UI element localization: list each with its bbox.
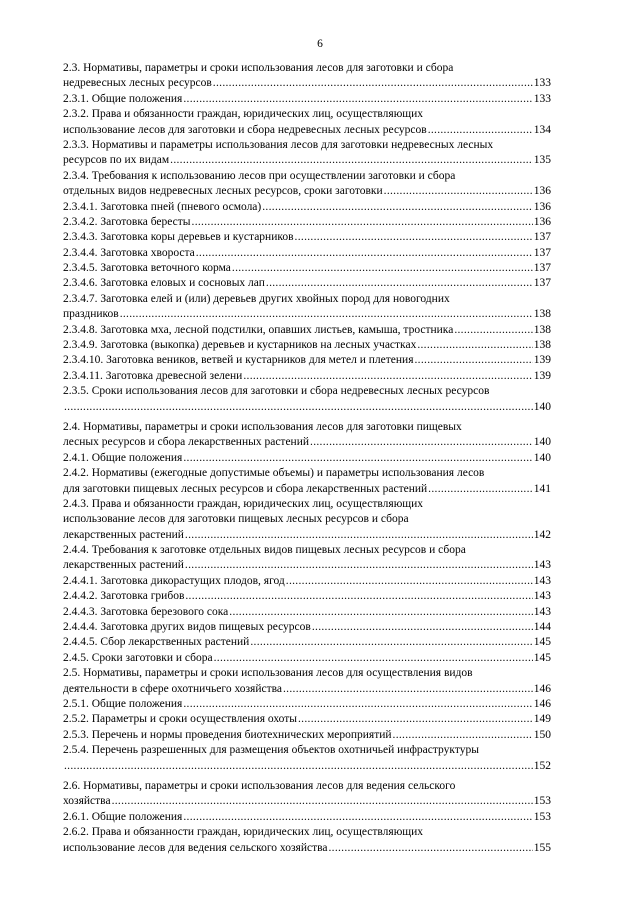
dot-leader: [414, 353, 533, 368]
toc-page-number: 145: [533, 651, 551, 664]
toc-entry-title: 2.3.4.10. Заготовка веников, ветвей и кустарников для метел и плетения: [63, 354, 414, 367]
toc-entry: [63, 369, 551, 384]
toc-page-number: 137: [533, 246, 551, 259]
toc-entry-line: 2.3.5. Сроки использования лесов для заготовки и сбора недревесных лесных ресурсов: [63, 385, 490, 398]
page-number: 6: [317, 38, 323, 50]
dot-leader: [184, 528, 533, 543]
toc-page-number: 139: [533, 369, 551, 382]
toc-entry-title: праздников: [63, 308, 119, 321]
toc-entry-line: 2.4.3. Права и обязанности граждан, юридических лиц, осуществляющих: [63, 497, 424, 510]
toc-page-number: 133: [533, 92, 551, 105]
toc-entry-row: [63, 92, 551, 107]
toc-entry-row: [63, 123, 551, 138]
dot-leader: [285, 574, 533, 589]
toc-entry: [63, 635, 551, 650]
dot-leader: [63, 759, 533, 774]
toc-entry-title: недревесных лесных ресурсов: [63, 77, 212, 90]
toc-entry-title: лекарственных растений: [63, 559, 184, 572]
toc-page-number: 138: [533, 323, 551, 336]
toc-entry-line: 2.3. Нормативы, параметры и сроки использования лесов для заготовки и сбора: [63, 62, 454, 74]
toc-page-number: 142: [533, 528, 551, 541]
toc-page-number: 143: [533, 590, 551, 603]
dot-leader: [309, 435, 533, 450]
toc-entry-title: 2.5.2. Параметры и сроки осуществления охоты: [63, 713, 297, 726]
toc-page-number: 150: [533, 728, 551, 741]
dot-leader: [265, 276, 533, 291]
dot-leader: [169, 153, 533, 168]
toc-entry: [63, 605, 551, 620]
toc-entry: [63, 712, 551, 727]
toc-entry: [63, 574, 551, 589]
toc-entry: [63, 651, 551, 666]
toc-entry-row: [63, 574, 551, 589]
toc-entry-row: [63, 810, 551, 825]
toc-entry-line: 2.6.2. Права и обязанности граждан, юридических лиц, осуществляющих: [63, 826, 424, 839]
toc-entry-row: [63, 482, 551, 497]
toc-entry: [63, 292, 551, 323]
toc-page-number: 138: [533, 308, 551, 321]
toc-page-number: 143: [533, 574, 551, 587]
toc-entry-title: 2.3.4.3. Заготовка коры деревьев и кустарников: [63, 231, 294, 244]
dot-leader: [416, 338, 532, 353]
dot-leader: [311, 620, 533, 635]
toc-entry: [63, 261, 551, 276]
toc-entry-row: [63, 728, 551, 743]
toc-entry-row: [63, 230, 551, 245]
toc-entry-line: 2.4.4. Требования к заготовке отдельных видов пищевых лесных ресурсов и сбора: [63, 544, 466, 557]
toc-page-number: 139: [533, 354, 551, 367]
toc-entry: [63, 92, 551, 107]
toc-entry: [63, 338, 551, 353]
toc-entry-line: 2.6. Нормативы, параметры и сроки использования лесов для ведения сельского: [63, 779, 456, 792]
toc-entry-title: для заготовки пищевых лесных ресурсов и сбора лекарственных растений: [63, 482, 428, 495]
dot-leader: [282, 682, 533, 697]
toc-entry-title: 2.3.4.6. Заготовка еловых и сосновых лап: [63, 277, 265, 290]
toc-entry: [63, 466, 551, 497]
toc-entry-row: [63, 276, 551, 291]
toc-entry-row: [63, 369, 551, 384]
toc-entry-row: [63, 338, 551, 353]
toc-entry-row: [63, 76, 551, 91]
toc-entry-line: 2.4.2. Нормативы (ежегодные допустимые объемы) и параметры использования лесов: [63, 467, 485, 480]
toc-page-number: 135: [533, 154, 551, 167]
toc-page-number: 138: [533, 339, 551, 352]
dot-leader: [213, 651, 533, 666]
dot-leader: [212, 76, 533, 91]
toc-entry-row: [63, 682, 551, 697]
toc-page-number: 152: [533, 759, 551, 772]
toc-entry: [63, 353, 551, 368]
toc-page-number: 136: [533, 185, 551, 198]
toc-entry: [63, 589, 551, 604]
dot-leader: [242, 369, 532, 384]
toc-entry-title: 2.3.4.5. Заготовка веточного корма: [63, 262, 231, 275]
toc-entry-row: [63, 559, 551, 574]
toc-entry-title: лекарственных растений: [63, 528, 184, 541]
dot-leader: [383, 184, 533, 199]
toc-page-number: 145: [533, 636, 551, 649]
dot-leader: [228, 605, 532, 620]
toc-entry-line: 2.5.4. Перечень разрешенных для размещения объектов охотничьей инфраструктуры: [63, 744, 479, 757]
toc-entry: [63, 825, 551, 856]
toc-entry: [63, 451, 551, 466]
toc-entry-row: [63, 712, 551, 727]
dot-leader: [111, 794, 533, 809]
dot-leader: [231, 261, 533, 276]
toc-entry-title: 2.6.1. Общие положения: [63, 810, 183, 823]
toc-entry-row: [63, 400, 551, 415]
dot-leader: [327, 841, 532, 856]
dot-leader: [182, 451, 532, 466]
dot-leader: [191, 215, 533, 230]
dot-leader: [294, 230, 533, 245]
dot-leader: [184, 589, 532, 604]
toc-entry-line: 2.5. Нормативы, параметры и сроки использования лесов для осуществления видов: [63, 667, 473, 680]
toc-entry-row: [63, 153, 551, 168]
toc-entry-row: [63, 841, 551, 856]
toc-page-number: 140: [533, 400, 551, 413]
toc-entry-title: 2.4.4.5. Сбор лекарственных растений: [63, 636, 250, 649]
toc-entry-line: 2.4. Нормативы, параметры и сроки использования лесов для заготовки пищевых: [63, 420, 462, 433]
toc-entry-row: [63, 307, 551, 322]
toc-page-number: 134: [533, 123, 551, 136]
toc-entry-title: 2.3.4.1. Заготовка пней (пневого осмола): [63, 200, 262, 213]
toc-entry-line: 2.3.4.7. Заготовка елей и (или) деревьев других хвойных пород для новогодних: [63, 292, 450, 305]
dot-leader: [427, 482, 533, 497]
toc-entry-title: 2.3.1. Общие положения: [63, 92, 183, 105]
toc-entry: [63, 246, 551, 261]
dot-leader: [249, 635, 532, 650]
dot-leader: [195, 246, 533, 261]
dot-leader: [427, 123, 533, 138]
toc-entry-row: [63, 605, 551, 620]
toc-entry: [63, 323, 551, 338]
toc-entry-row: [63, 261, 551, 276]
dot-leader: [261, 200, 533, 215]
toc-entry-line: 2.3.2. Права и обязанности граждан, юридических лиц, осуществляющих: [63, 108, 424, 121]
toc-entry-row: [63, 589, 551, 604]
toc-entry: [63, 666, 551, 697]
toc-entry: [63, 384, 551, 415]
toc-entry-row: [63, 635, 551, 650]
toc-entry-title: лесных ресурсов и сбора лекарственных растений: [63, 436, 310, 449]
toc-page-number: 137: [533, 277, 551, 290]
toc-entry-title: 2.4.4.3. Заготовка березового сока: [63, 605, 229, 618]
toc-page-number: 140: [533, 436, 551, 449]
toc-entry-row: [63, 651, 551, 666]
toc-page-number: 149: [533, 713, 551, 726]
dot-leader: [63, 400, 533, 415]
toc-entry-line: 2.3.4. Требования к использованию лесов при осуществлении заготовки и сбора: [63, 169, 456, 182]
dot-leader: [453, 323, 532, 338]
toc-entry-row: [63, 215, 551, 230]
dot-leader: [182, 697, 532, 712]
toc-entry: [63, 276, 551, 291]
toc-page-number: 146: [533, 698, 551, 710]
dot-leader: [392, 728, 533, 743]
toc-entry-row: [63, 451, 551, 466]
toc-page-number: 137: [533, 262, 551, 275]
toc-entry-title: 2.4.4.4. Заготовка других видов пищевых ресурсов: [63, 621, 311, 634]
toc-entry-line: 2.3.3. Нормативы и параметры использования лесов для заготовки недревесных лесных: [63, 138, 494, 151]
toc-entry: [63, 107, 551, 138]
toc-entry-title: 2.3.4.9. Заготовка (выкопка) деревьев и кустарников на лесных участках: [63, 339, 417, 352]
toc-entry-title: ресурсов по их видам: [63, 154, 170, 167]
toc-entry-row: [63, 620, 551, 635]
toc-entry: [63, 61, 551, 92]
toc-page-number: 143: [533, 559, 551, 572]
toc-entry-row: [63, 200, 551, 215]
dot-leader: [182, 810, 532, 825]
toc-entry-row: [63, 246, 551, 261]
toc-entry-row: [63, 353, 551, 368]
toc-entry-title: 2.3.4.2. Заготовка бересты: [63, 215, 191, 228]
toc-entry: [63, 169, 551, 200]
toc-entry: [63, 543, 551, 574]
dot-leader: [182, 92, 532, 107]
dot-leader: [119, 307, 533, 322]
toc-entry: [63, 200, 551, 215]
toc-entry-row: [63, 323, 551, 338]
toc-page-number: 153: [533, 810, 551, 823]
toc-page-number: 143: [533, 605, 551, 618]
toc-page-number: 136: [533, 215, 551, 228]
toc-entry: [63, 810, 551, 825]
toc-entry: [63, 420, 551, 451]
toc-page-number: 146: [533, 682, 551, 695]
toc-page-number: 153: [533, 795, 551, 808]
toc-entry-row: [63, 184, 551, 199]
dot-leader: [184, 558, 533, 573]
toc-entry: [63, 230, 551, 245]
toc-entry-title: использование лесов для заготовки и сбора недревесных лесных ресурсов: [63, 123, 427, 136]
toc-entry-row: [63, 435, 551, 450]
toc-entry-title: 2.3.4.8. Заготовка мха, лесной подстилки, опавших листьев, камыша, тростника: [63, 323, 454, 336]
toc-entry: [63, 497, 551, 543]
toc-entry: [63, 138, 551, 169]
toc-entry-title: 2.4.4.1. Заготовка дикорастущих плодов, ягод: [63, 574, 285, 587]
toc-page-number: 137: [533, 231, 551, 244]
toc-page-number: 133: [533, 77, 551, 90]
toc-entry-title: деятельности в сфере охотничьего хозяйства: [63, 682, 282, 695]
toc-page-number: 140: [533, 451, 551, 464]
toc-page-number: 141: [533, 482, 551, 495]
toc-entry-line: использование лесов для заготовки пищевых лесных ресурсов и сбора: [63, 513, 409, 526]
toc-entry: [63, 697, 551, 712]
toc-entry-title: хозяйства: [63, 795, 111, 808]
toc-entry-title: 2.5.3. Перечень и нормы проведения биотехнических мероприятий: [63, 728, 392, 741]
toc-entry-title: 2.5.1. Общие положения: [63, 698, 183, 710]
toc-entry-title: 2.3.4.4. Заготовка хвороста: [63, 246, 195, 259]
dot-leader: [297, 712, 533, 727]
toc-page-number: 155: [533, 841, 551, 854]
toc-entry-row: [63, 794, 551, 809]
toc-entry-title: использование лесов для ведения сельского хозяйства: [63, 841, 328, 854]
toc-entry-row: [63, 759, 551, 774]
toc-entry-row: [63, 528, 551, 543]
toc-entry-row: [63, 697, 551, 712]
table-of-contents: [63, 61, 551, 856]
toc-entry-title: 2.3.4.11. Заготовка древесной зелени: [63, 369, 243, 382]
toc-entry-title: отдельных видов недревесных лесных ресурсов, сроки заготовки: [63, 185, 383, 198]
toc-page-number: 144: [533, 621, 551, 634]
toc-entry: [63, 728, 551, 743]
toc-entry-title: 2.4.4.2. Заготовка грибов: [63, 590, 185, 603]
toc-entry: [63, 215, 551, 230]
toc-entry-title: 2.4.5. Сроки заготовки и сбора: [63, 651, 213, 664]
toc-entry: [63, 620, 551, 635]
toc-page-number: 136: [533, 200, 551, 213]
toc-entry-title: 2.4.1. Общие положения: [63, 451, 183, 464]
toc-entry: [63, 779, 551, 810]
toc-entry: [63, 743, 551, 774]
